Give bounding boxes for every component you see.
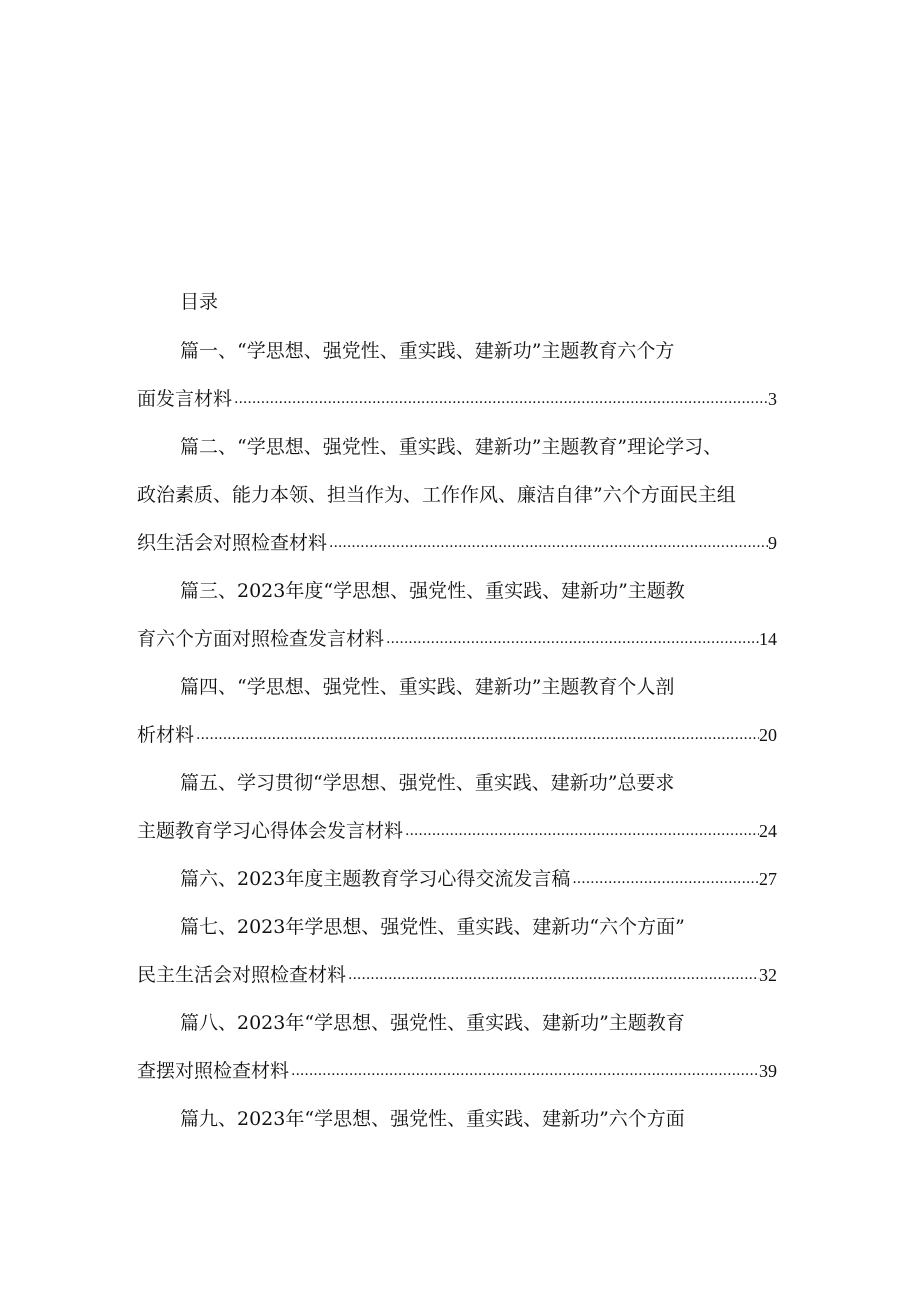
toc-entry-6-page-number: 27 <box>759 869 777 889</box>
toc-entry-3-last-line[interactable] <box>137 624 777 672</box>
toc-entry-3-page-number: 14 <box>759 629 777 649</box>
toc-entry-7-last-line[interactable] <box>137 960 777 1008</box>
toc-entry-7-page-number: 32 <box>759 965 777 985</box>
toc-entry-5-title-end: 主题教育学习心得体会发言材料 <box>137 820 404 842</box>
toc-entry-7-title-end: 民主生活会对照检查材料 <box>137 964 347 986</box>
toc-entry-4-line-1: 篇四、“学思想、强党性、重实践、建新功”主题教育个人剖 <box>180 676 675 698</box>
toc-entry-2-last-line[interactable] <box>137 528 777 576</box>
toc-entry-2-title-end: 织生活会对照检查材料 <box>137 532 328 554</box>
toc-entry-4-page-number: 20 <box>759 725 777 745</box>
toc-entry-5-line-1: 篇五、学习贯彻“学思想、强党性、重实践、建新功”总要求 <box>180 772 675 794</box>
toc-entry-3-title-end: 育六个方面对照检查发言材料 <box>137 628 385 650</box>
dot-leader <box>194 720 759 750</box>
toc-entry-1-title-end: 面发言材料 <box>137 388 233 410</box>
toc-entry-4-last-line[interactable] <box>137 720 777 768</box>
dot-leader <box>232 384 768 414</box>
toc-entry-3-line-1: 篇三、2023年度“学思想、强党性、重实践、建新功”主题教 <box>180 580 685 602</box>
toc-entry-8-page-number: 39 <box>759 1061 777 1081</box>
toc-entry-1-page-number: 3 <box>768 389 777 409</box>
toc-entry-8-last-line[interactable] <box>137 1056 777 1104</box>
dot-leader <box>403 816 759 846</box>
toc-entry-5-page-number: 24 <box>759 821 777 841</box>
toc-list <box>137 336 777 1152</box>
toc-entry-7-line-1: 篇七、2023年学思想、强党性、重实践、建新功“六个方面” <box>180 916 685 938</box>
toc-entry-9-line-1: 篇九、2023年“学思想、强党性、重实践、建新功”六个方面 <box>180 1108 685 1130</box>
dot-leader <box>570 864 759 894</box>
toc-entry-1-line-1: 篇一、“学思想、强党性、重实践、建新功”主题教育六个方 <box>180 340 675 362</box>
toc-entry-2-line-2: 政治素质、能力本领、担当作为、工作作风、廉洁自律”六个方面民主组 <box>137 484 736 506</box>
toc-entry-8-title-end: 查摆对照检查材料 <box>137 1060 290 1082</box>
toc-entry-2-page-number: 9 <box>768 533 777 553</box>
toc-entry-6-title: 篇六、2023年度主题教育学习心得交流发言稿 <box>180 868 571 890</box>
toc-entry-5-last-line[interactable] <box>137 816 777 864</box>
toc-entry-8-line-1: 篇八、2023年“学思想、强党性、重实践、建新功”主题教育 <box>180 1012 685 1034</box>
toc-entry-6-line[interactable] <box>137 864 777 912</box>
toc-entry-1-last-line[interactable] <box>137 384 777 432</box>
dot-leader <box>346 960 759 990</box>
dot-leader <box>289 1056 759 1086</box>
dot-leader <box>384 624 759 654</box>
toc-title: 目录 <box>180 291 219 313</box>
toc-entry-4-title-end: 析材料 <box>137 724 195 746</box>
dot-leader <box>327 528 768 558</box>
toc-entry-2-line-1: 篇二、“学思想、强党性、重实践、建新功”主题教育”理论学习、 <box>180 436 723 458</box>
